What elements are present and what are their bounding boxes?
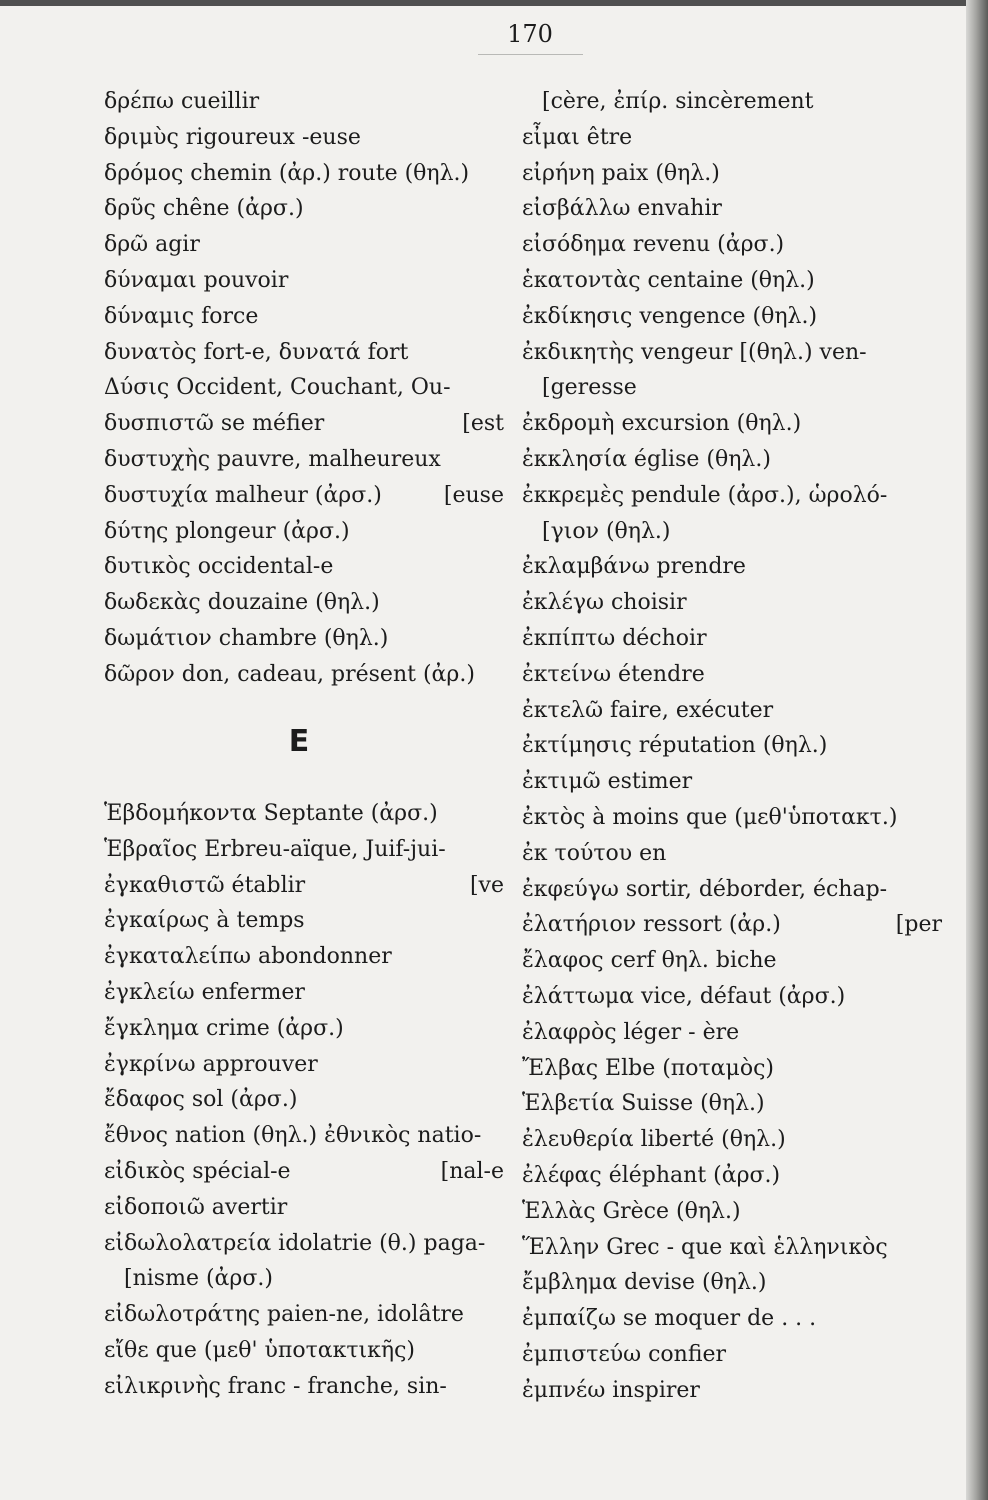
- dictionary-entry: [522, 728, 942, 764]
- dictionary-entry: [104, 903, 504, 939]
- entry-text: ἐκλέγω choisir: [522, 590, 687, 616]
- entry-text: ἐκδίκησις vengence (θηλ.): [522, 303, 818, 329]
- entry-text: Ἑβδομήκοντα Septante (ἀρσ.): [104, 801, 438, 826]
- dictionary-entry: [104, 585, 504, 621]
- section-letter: E: [288, 724, 310, 759]
- entry-text: ἔγκλημα crime (ἀρσ.): [104, 1015, 344, 1041]
- entry-text: ἐκτιμῶ estimer: [522, 769, 693, 795]
- dictionary-entry: [522, 442, 942, 478]
- entry-text: ἐκτὸς à moins que (μεθ'ὑποτακτ.): [522, 804, 898, 830]
- entry-text: δυτικὸς occidental-e: [104, 554, 334, 580]
- entry-overflow-text: [ve: [469, 872, 504, 898]
- entry-text: εἰδικὸς spécial-e: [104, 1158, 291, 1184]
- entry-text: ἐκδικητὴς vengeur [(θηλ.) ven-: [522, 339, 867, 365]
- dictionary-entry: [104, 1333, 504, 1369]
- entry-text: δυσπιστῶ se méfier: [104, 411, 325, 437]
- dictionary-entry: [522, 657, 942, 693]
- entry-text: [nisme (ἀρσ.): [124, 1266, 273, 1292]
- left-column-bottom: [104, 796, 504, 1405]
- entry-text: ἐλάττωμα vice, défaut (ἀρσ.): [522, 983, 846, 1009]
- dictionary-entry: [522, 370, 942, 406]
- dictionary-entry: [522, 1301, 942, 1337]
- dictionary-entry: [522, 907, 942, 943]
- dictionary-entry: [522, 84, 942, 120]
- entry-text: Δύσις Occident, Couchant, Ou-: [104, 375, 451, 401]
- dictionary-entry: [522, 943, 942, 979]
- entry-text: εἰσβάλλω envahir: [522, 196, 722, 222]
- entry-text: ἐλατήριον ressort (ἀρ.): [522, 912, 781, 938]
- dictionary-entry: [104, 120, 504, 156]
- dictionary-entry: [522, 120, 942, 156]
- entry-text: ἐλευθερία liberté (θηλ.): [522, 1127, 786, 1153]
- entry-text: [cère, ἐπίρ. sincèrement: [542, 89, 814, 114]
- dictionary-entry: [104, 299, 504, 335]
- dictionary-entry: [522, 514, 942, 550]
- dictionary-entry: [104, 1190, 504, 1226]
- dictionary-entry: [104, 335, 504, 371]
- entry-text: ἐμπιστεύω confier: [522, 1341, 727, 1367]
- dictionary-entry: [522, 335, 942, 371]
- dictionary-entry: [104, 406, 504, 442]
- entry-overflow-text: [est: [462, 411, 504, 437]
- dictionary-entry: [104, 84, 504, 120]
- entry-text: δρῦς chêne (ἀρσ.): [104, 196, 304, 222]
- entry-text: δωμάτιον chambre (θηλ.): [104, 625, 389, 651]
- entry-text: ἐγκαταλείπω abondonner: [104, 944, 392, 970]
- dictionary-entry: [104, 478, 504, 514]
- entry-text: ἐκκλησία église (θηλ.): [522, 446, 771, 472]
- dictionary-entry: [522, 156, 942, 192]
- dictionary-entry: [104, 1297, 504, 1333]
- entry-text: ἔλαφος cerf θηλ. biche: [522, 948, 777, 974]
- entry-text: ἐλέφας éléphant (ἀρσ.): [522, 1162, 781, 1188]
- entry-overflow-text: [nal-e: [440, 1158, 504, 1184]
- entry-text: εἰρήνη paix (θηλ.): [522, 160, 720, 186]
- entry-text: ἐκφεύγω sortir, déborder, échap-: [522, 876, 888, 902]
- header-rule: [478, 54, 583, 55]
- entry-text: Ἑλλὰς Grèce (θηλ.): [522, 1198, 741, 1224]
- entry-text: ἐκτείνω étendre: [522, 661, 705, 687]
- entry-text: δωδεκὰς douzaine (θηλ.): [104, 590, 380, 616]
- entry-text: ἐγκρίνω approuver: [104, 1051, 318, 1077]
- dictionary-page: [0, 6, 966, 1500]
- entry-text: ἔμβλημα devise (θηλ.): [522, 1270, 767, 1296]
- dictionary-entry: [104, 1369, 504, 1405]
- entry-text: Ἑβραῖος Erbreu-aïque, Juif-jui-: [104, 836, 446, 862]
- dictionary-entry: [104, 939, 504, 975]
- left-column-top: [104, 84, 504, 693]
- entry-text: ἐλαφρὸς léger - ère: [522, 1019, 740, 1045]
- entry-text: εἴθε que (μεθ' ὑποτακτικῆς): [104, 1337, 415, 1363]
- entry-text: δύναμαι pouvoir: [104, 267, 289, 293]
- entry-text: εἰδωλολατρεία idolatrie (θ.) paga-: [104, 1230, 486, 1256]
- entry-text: Ἕλλην Grec - que καὶ ἑλληνικὸς: [522, 1234, 888, 1260]
- entry-overflow-text: [per: [895, 912, 942, 938]
- dictionary-entry: [522, 1086, 942, 1122]
- dictionary-entry: [522, 263, 942, 299]
- dictionary-entry: [104, 621, 504, 657]
- entry-text: ἐκπίπτω déchoir: [522, 625, 707, 651]
- entry-text: ἑκατοντὰς centaine (θηλ.): [522, 267, 815, 293]
- dictionary-entry: [104, 657, 504, 693]
- entry-text: ἐγκαθιστῶ établir: [104, 872, 306, 898]
- entry-text: δρῶ agir: [104, 232, 200, 258]
- entry-text: [geresse: [542, 375, 637, 401]
- dictionary-entry: [104, 1261, 504, 1297]
- dictionary-entry: [522, 764, 942, 800]
- dictionary-entry: [522, 1122, 942, 1158]
- dictionary-entry: [522, 585, 942, 621]
- entry-text: δυστυχὴς pauvre, malheureux: [104, 446, 441, 472]
- entry-text: ἐκδρομὴ excursion (θηλ.): [522, 411, 802, 437]
- dictionary-entry: [522, 1158, 942, 1194]
- dictionary-entry: [522, 693, 942, 729]
- dictionary-entry: [104, 975, 504, 1011]
- dictionary-entry: [104, 1118, 504, 1154]
- dictionary-entry: [522, 227, 942, 263]
- dictionary-entry: [104, 796, 504, 832]
- dictionary-entry: [104, 514, 504, 550]
- entry-text: ἐμπνέω inspirer: [522, 1377, 700, 1403]
- entry-text: ἐγκαίρως à temps: [104, 908, 305, 934]
- entry-text: εἰδοποιῶ avertir: [104, 1194, 288, 1220]
- entry-text: δριμὺς rigoureux -euse: [104, 124, 361, 150]
- dictionary-entry: [104, 156, 504, 192]
- dictionary-entry: [522, 1265, 942, 1301]
- dictionary-entry: [522, 1194, 942, 1230]
- dictionary-entry: [104, 549, 504, 585]
- entry-text: ἐμπαίζω se moquer de . . .: [522, 1306, 817, 1332]
- dictionary-entry: [104, 370, 504, 406]
- entry-text: δύναμις force: [104, 303, 259, 329]
- entry-text: εἶμαι être: [522, 124, 633, 150]
- dictionary-entry: [522, 1015, 942, 1051]
- dictionary-entry: [522, 621, 942, 657]
- dictionary-entry: [104, 868, 504, 904]
- page-number: 170: [507, 20, 553, 48]
- dictionary-entry: [104, 1011, 504, 1047]
- dictionary-entry: [522, 872, 942, 908]
- entry-text: ἔθνος nation (θηλ.) ἐθνικὸς natio-: [104, 1123, 482, 1149]
- dictionary-entry: [522, 299, 942, 335]
- entry-overflow-text: [euse: [443, 482, 504, 508]
- entry-text: ἐκ τούτου en: [522, 840, 667, 866]
- dictionary-entry: [522, 1230, 942, 1266]
- entry-text: ἐγκλείω enfermer: [104, 979, 305, 1005]
- dictionary-entry: [522, 1337, 942, 1373]
- entry-text: ἐκκρεμὲς pendule (ἀρσ.), ὡρολό-: [522, 482, 888, 508]
- entry-text: δυνατὸς fort-e, δυνατά fort: [104, 339, 409, 365]
- dictionary-entry: [522, 406, 942, 442]
- dictionary-entry: [104, 191, 504, 227]
- dictionary-entry: [104, 442, 504, 478]
- dictionary-entry: [104, 1154, 504, 1190]
- dictionary-entry: [104, 832, 504, 868]
- entry-text: ἐκτελῶ faire, exécuter: [522, 697, 774, 723]
- entry-text: εἰλικρινὴς franc - franche, sin-: [104, 1373, 447, 1399]
- entry-text: δρέπω cueillir: [104, 89, 260, 114]
- entry-text: ἐκτίμησις réputation (θηλ.): [522, 733, 828, 759]
- entry-text: δῶρον don, cadeau, présent (ἀρ.): [104, 661, 475, 687]
- entry-text: δυστυχία malheur (ἀρσ.): [104, 482, 382, 508]
- dictionary-entry: [104, 1047, 504, 1083]
- dictionary-entry: [522, 191, 942, 227]
- dictionary-entry: [522, 979, 942, 1015]
- entry-text: δύτης plongeur (ἀρσ.): [104, 518, 350, 544]
- dictionary-entry: [522, 478, 942, 514]
- entry-text: [γιον (θηλ.): [542, 518, 671, 544]
- dictionary-entry: [522, 836, 942, 872]
- entry-text: δρόμος chemin (ἀρ.) route (θηλ.): [104, 160, 470, 186]
- dictionary-entry: [104, 263, 504, 299]
- entry-text: εἰσόδημα revenu (ἀρσ.): [522, 232, 785, 258]
- dictionary-entry: [104, 1082, 504, 1118]
- dictionary-entry: [522, 1051, 942, 1087]
- dictionary-entry: [522, 549, 942, 585]
- dictionary-entry: [104, 227, 504, 263]
- dictionary-entry: [522, 1373, 942, 1409]
- entry-text: ἐκλαμβάνω prendre: [522, 554, 746, 580]
- dictionary-entry: [522, 800, 942, 836]
- entry-text: εἰδωλοτράτης paien-ne, idolâtre: [104, 1302, 464, 1328]
- entry-text: ἔδαφος sol (ἀρσ.): [104, 1087, 298, 1113]
- right-column: [522, 84, 942, 1408]
- page-edge-shadow: [966, 0, 988, 1500]
- entry-text: Ἑλβετία Suisse (θηλ.): [522, 1091, 765, 1117]
- dictionary-entry: [104, 1226, 504, 1262]
- entry-text: Ἔλβας Elbe (ποταμὸς): [522, 1055, 774, 1081]
